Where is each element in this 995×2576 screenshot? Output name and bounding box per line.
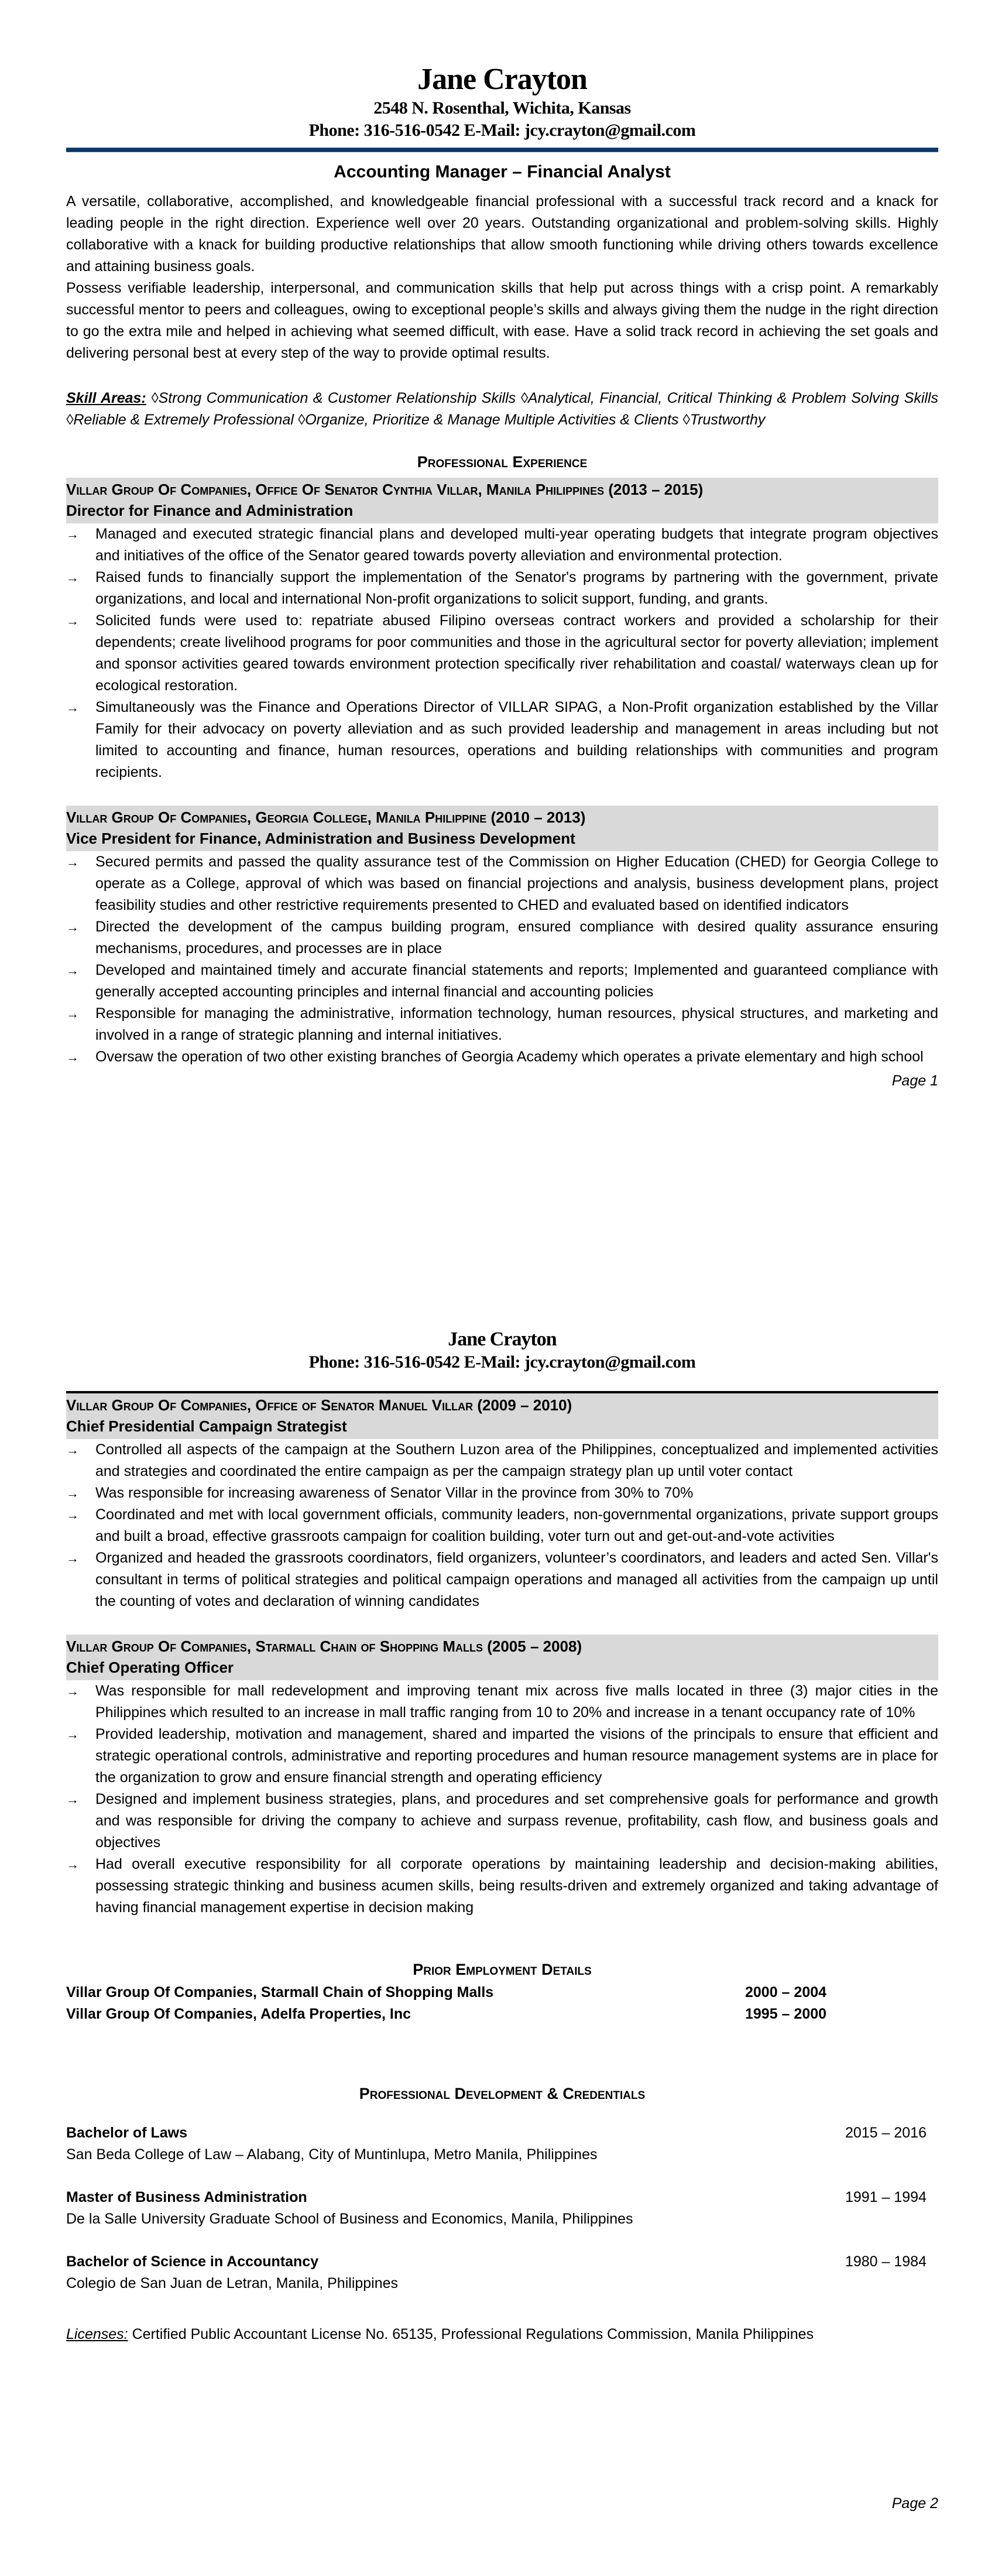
arrow-right-icon: →	[66, 1443, 79, 1457]
candidate-contact: Phone: 316-516-0542 E-Mail: jcy.crayton@gmail.com	[308, 121, 696, 140]
resume-page-2	[66, 1259, 938, 2576]
education-dates: 2015 – 2016	[845, 2125, 927, 2141]
education-item	[66, 2251, 938, 2294]
job-role: Vice President for Finance, Administration and Business Development	[66, 830, 575, 847]
job-role: Chief Presidential Campaign Strategist	[66, 1417, 347, 1435]
arrow-right-icon: →	[66, 1050, 79, 1064]
prior-employment-row	[66, 1982, 938, 2003]
job-bullets	[66, 523, 938, 783]
arrow-right-icon: →	[66, 700, 79, 715]
prior-employment-row	[66, 2003, 938, 2025]
degree: Bachelor of Science in Accountancy	[66, 2253, 319, 2270]
prior-company: Villar Group Of Companies, Starmall Chain of Shopping Malls	[66, 1984, 494, 2000]
job-role: Chief Operating Officer	[66, 1659, 234, 1676]
job-bullets	[66, 851, 938, 1068]
section-heading-credentials: Professional Development & Credentials	[359, 2085, 646, 2102]
job-entry	[66, 1635, 938, 1919]
job-header	[66, 1635, 938, 1680]
job-bullets	[66, 1680, 938, 1919]
arrow-right-icon: →	[66, 1727, 79, 1742]
job-header	[66, 806, 938, 851]
header-divider	[66, 148, 938, 152]
skill-areas-label: Skill Areas:	[66, 390, 146, 406]
job-bullet: → Solicited funds were used to: repatriate abused Filipino overseas contract workers and provided a scholarship for their dependents; create livelihood programs for poor communities and those in the agricultural sector for poverty alleviation; implement and sponsor activities geared towards environment protection specifically river rehabilitation and coastal/ waterways clean up for ecological restoration.	[66, 610, 938, 697]
school: San Beda College of Law – Alabang, City of Muntinlupa, Metro Manila, Philippines	[66, 2146, 598, 2163]
job-bullet: → Designed and implement business strategies, plans, and procedures and set comprehensive goals for performance and growth and was responsible for driving the company to achieve and surpass revenue, profitability, cash flow, and business goals and objectives	[66, 1789, 938, 1854]
job-bullet: → Was responsible for mall redevelopment and improving tenant mix across five malls located in three (3) major cities in the Philippines which resulted to an increase in mall traffic ranging from 10 to 20% and increase in a tenant occupancy rate of 10%	[66, 1680, 938, 1724]
candidate-name: Jane Crayton	[448, 1328, 557, 1350]
education-row	[66, 2122, 938, 2144]
degree: Master of Business Administration	[66, 2189, 307, 2205]
job-bullet: → Had overall executive responsibility for all corporate operations by maintaining leadership and decision-making abilities, possessing strategic thinking and business acumen skills, being results-driven and extremely organized and taking advantage of having financial management expertise in decision making	[66, 1854, 938, 1919]
resume-page-1	[66, 0, 938, 1259]
page-number: Page 1	[891, 1073, 938, 1089]
job-bullet: → Simultaneously was the Finance and Operations Director of VILLAR SIPAG, a Non-Profit organization established by the Villar Family for their advocacy on poverty alleviation and as such provided leadership and management in areas including but not limited to accounting and finance, human resources, operations and building relationships with communities and program recipients.	[66, 697, 938, 783]
school: De la Salle University Graduate School of Business and Economics, Manila, Philippines	[66, 2211, 633, 2227]
job-role: Director for Finance and Administration	[66, 502, 354, 519]
arrow-right-icon: →	[66, 1551, 79, 1566]
summary-paragraph: A versatile, collaborative, accomplished, and knowledgeable financial professional with a successful track record and a knack for leading people in the right direction. Experience well over 20 years. Outstanding organizational and problem-solving skills. Highly collaborative with a knack for building productive relationships that allow smooth functioning while driving others towards excellence and attaining business goals.	[66, 193, 938, 275]
education-item	[66, 2187, 938, 2230]
licenses-label: Licenses:	[66, 2326, 128, 2342]
job-bullet: → Controlled all aspects of the campaign at the Southern Luzon area of the Philippines, conceptualized and implemented activities and strategies and coordinated the entire campaign as per the campaign strategy plan up until voter contact	[66, 1439, 938, 1482]
licenses-text: Certified Public Accountant License No. 65135, Professional Regulations Commission, Manila Philippines	[128, 2326, 814, 2342]
resume-title: Accounting Manager – Financial Analyst	[334, 162, 671, 181]
section-heading-experience: Professional Experience	[417, 453, 588, 471]
job-bullet: → Oversaw the operation of two other existing branches of Georgia Academy which operates a private elementary and high school	[66, 1046, 938, 1068]
job-entry	[66, 806, 938, 1068]
education-row	[66, 2251, 938, 2273]
job-bullet: → Directed the development of the campus building program, ensured compliance with desired quality assurance ensuring mechanisms, procedures, and processes are in place	[66, 916, 938, 960]
prior-employment-section	[66, 1960, 938, 2025]
education-dates: 1980 – 1984	[845, 2253, 927, 2270]
prior-company: Villar Group Of Companies, Adelfa Properties, Inc	[66, 2006, 411, 2022]
job-entry	[66, 1393, 938, 1612]
candidate-contact: Phone: 316-516-0542 E-Mail: jcy.crayton@gmail.com	[308, 1352, 696, 1372]
arrow-right-icon: →	[66, 527, 79, 542]
job-bullet: → Coordinated and met with local government officials, community leaders, non-governmental organizations, private support groups and built a broad, effective grassroots campaign for coalition building, voter turn out and get-out-and-vote activities	[66, 1504, 938, 1547]
job-bullet: → Developed and maintained timely and accurate financial statements and reports; Implemented and guaranteed compliance with generally accepted accounting principles and internal financial and accounting policies	[66, 960, 938, 1003]
page-number: Page 2	[891, 2495, 938, 2512]
arrow-right-icon: →	[66, 1006, 79, 1021]
school: Colegio de San Juan de Letran, Manila, Philippines	[66, 2275, 399, 2291]
arrow-right-icon: →	[66, 1857, 79, 1872]
job-company: Villar Group Of Companies, Office Of Senator Cynthia Villar, Manila Philippines (2013 – 2015)	[66, 481, 704, 498]
arrow-right-icon: →	[66, 1486, 79, 1501]
education-item	[66, 2122, 938, 2166]
skill-areas-list: ◊Strong Communication & Customer Relationship Skills ◊Analytical, Financial, Critical Thinking & Problem Solving Skills ◊Reliable & Extremely Professional ◊Organize, Prioritize & Manage Multiple Activities & Clients ◊Trustworthy	[66, 390, 938, 428]
section-heading-prior-employment: Prior Employment Details	[413, 1961, 592, 1978]
arrow-right-icon: →	[66, 1792, 79, 1807]
job-header	[66, 1393, 938, 1439]
job-bullet: → Was responsible for increasing awareness of Senator Villar in the province from 30% to 70%	[66, 1482, 938, 1504]
job-bullet: → Responsible for managing the administrative, information technology, human resources, physical structures, and marketing and involved in a range of strategic planning and internal initiatives.	[66, 1003, 938, 1046]
education-dates: 1991 – 1994	[845, 2189, 927, 2205]
arrow-right-icon: →	[66, 614, 79, 628]
summary-paragraph: Possess verifiable leadership, interpersonal, and communication skills that help put across things with a crisp point. A remarkably successful mentor to peers and colleagues, owing to exceptional people’s skills and always giving them the nudge in the right direction to go the extra mile and helped in achieving what seemed difficult, with ease. Have a solid track record in achieving the set goals and delivering personal best at every step of the way to provide optimal results.	[66, 280, 938, 361]
skill-areas	[66, 388, 938, 431]
education-row	[66, 2187, 938, 2208]
job-bullet: → Provided leadership, motivation and management, shared and imparted the visions of the principals to ensure that efficient and strategic operational controls, administrative and reporting procedures and human resource management systems are in place for the organization to grow and ensure financial strength and operating efficiency	[66, 1724, 938, 1789]
prior-dates: 2000 – 2004	[745, 1984, 827, 2000]
job-entry	[66, 478, 938, 783]
degree: Bachelor of Laws	[66, 2125, 187, 2141]
candidate-address: 2548 N. Rosenthal, Wichita, Kansas	[373, 98, 631, 118]
arrow-right-icon: →	[66, 1508, 79, 1522]
education-section	[66, 2084, 938, 2345]
arrow-right-icon: →	[66, 1684, 79, 1698]
job-company: Villar Group Of Companies, Georgia College, Manila Philippine (2010 – 2013)	[66, 809, 586, 826]
job-header	[66, 478, 938, 523]
job-bullets	[66, 1439, 938, 1612]
job-bullet: → Raised funds to financially support the implementation of the Senator's programs by partnering with the government, private organizations, and local and international Non-profit organizations to solicit support, funding, and grants.	[66, 567, 938, 610]
job-bullet: → Managed and executed strategic financial plans and developed multi-year operating budgets that integrate program objectives and initiatives of the office of the Senator geared towards poverty alleviation and environmental protection.	[66, 523, 938, 567]
arrow-right-icon: →	[66, 855, 79, 869]
licenses	[66, 2324, 938, 2345]
arrow-right-icon: →	[66, 963, 79, 978]
job-company: Villar Group Of Companies, Office of Senator Manuel Villar (2009 – 2010)	[66, 1396, 572, 1414]
job-bullet: → Organized and headed the grassroots coordinators, field organizers, volunteer’s coordinators, and leaders and acted Sen. Villar's consultant in terms of political strategies and political campaign operations and managed all activities from the campaign up until the counting of votes and declaration of winning candidates	[66, 1547, 938, 1612]
prior-dates: 1995 – 2000	[745, 2006, 827, 2022]
job-bullet: → Secured permits and passed the quality assurance test of the Commission on Higher Education (CHED) for Georgia College to operate as a College, approval of which was based on financial projections and analysis, business development plans, project feasibility studies and other restrictive requirements presented to CHED and evaluated based on identified indicators	[66, 851, 938, 916]
arrow-right-icon: →	[66, 920, 79, 934]
arrow-right-icon: →	[66, 570, 79, 585]
job-company: Villar Group Of Companies, Starmall Chain of Shopping Malls (2005 – 2008)	[66, 1638, 582, 1655]
candidate-name: Jane Crayton	[417, 63, 587, 96]
